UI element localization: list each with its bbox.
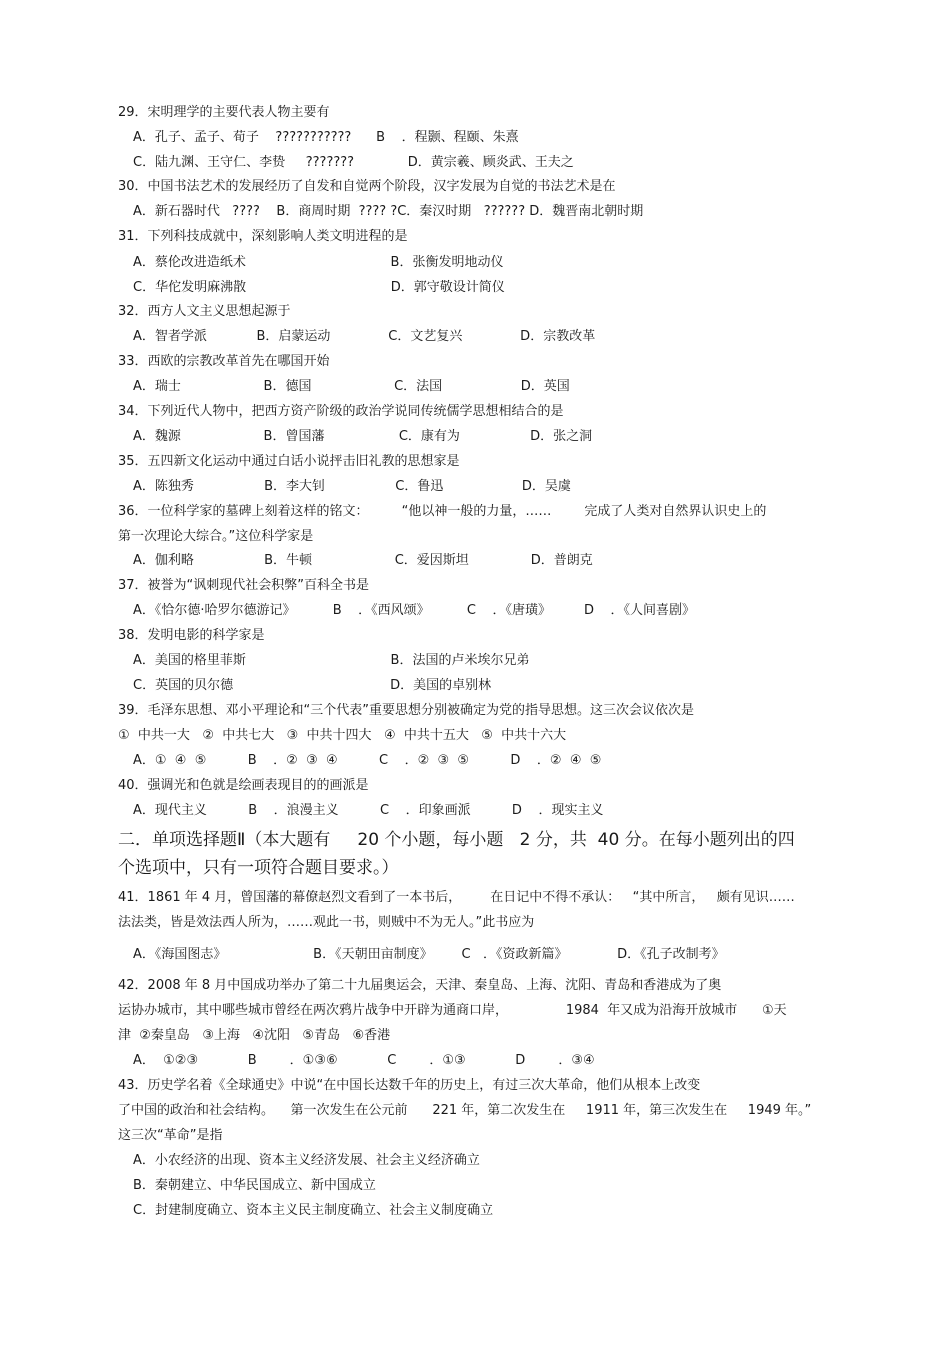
- question-41-cont: 法法类，皆是效法西人所为，……观此一书，则贼中不为无人。”此书应为: [118, 915, 535, 930]
- options-29-ab: A．孔子、孟子、荀子 ??????????? B ．程颢、程颐、朱熹: [133, 130, 519, 145]
- options-42: A． ①②③ B ．①③⑥ C ．①③ D ．③④: [133, 1053, 595, 1068]
- option-43-c: C．封建制度确立、资本主义民主制度确立、社会主义制度确立: [133, 1203, 494, 1218]
- question-43: 43．历史学名着《全球通史》中说“在中国长达数千年的历史上，有过三次大革命，他们从根本上改变: [118, 1078, 701, 1093]
- question-37: 37．被誉为“讽刺现代社会积弊”百科全书是: [118, 578, 370, 593]
- options-35: A．陈独秀 B．李大钊 C．鲁迅 D．吴虞: [133, 479, 571, 494]
- question-40: 40．强调光和色就是绘画表现目的的画派是: [118, 778, 369, 793]
- question-39-items: ① 中共一大 ② 中共七大 ③ 中共十四大 ④ 中共十五大 ⑤ 中共十六大: [118, 728, 567, 743]
- options-38-cd: C．英国的贝尔德 D．美国的卓别林: [133, 678, 492, 693]
- options-31-cd: C．华佗发明麻沸散 D．郭守敬设计简仪: [133, 280, 505, 295]
- question-36: 36．一位科学家的墓碑上刻着这样的铭文： “他以神一般的力量，…… 完成了人类对自然界认识史上的: [118, 504, 767, 519]
- question-43-cont: 了中国的政治和社会结构。 第一次发生在公元前 221 年，第二次发生在 1911 年，第三次发生在 1949 年。”: [118, 1103, 812, 1118]
- options-31-ab: A．蔡伦改进造纸术 B．张衡发明地动仪: [133, 255, 504, 270]
- question-29: 29．宋明理学的主要代表人物主要有: [118, 105, 330, 120]
- question-41: 41．1861 年 4 月，曾国藩的幕僚赵烈文看到了一本书后， 在日记中不得不承认： “其中所言， 颇有见识……: [118, 890, 795, 905]
- section-heading: 二．单项选择题Ⅱ（本大题有 20 个小题，每小题 2 分，共 40 分。在每小题列出的四: [118, 830, 795, 850]
- option-43-b: B．秦朝建立、中华民国成立、新中国成立: [133, 1178, 376, 1193]
- options-37: A．《恰尔德·哈罗尔德游记》 B ．《西风颂》 C ．《唐璜》 D ．《人间喜剧》: [133, 603, 696, 618]
- options-40: A．现代主义 B ．浪漫主义 C ．印象画派 D ．现实主义: [133, 803, 604, 818]
- options-33: A．瑞士 B．德国 C．法国 D．英国: [133, 379, 570, 394]
- options-36: A．伽利略 B．牛顿 C．爱因斯坦 D．普朗克: [133, 553, 593, 568]
- option-43-a: A．小农经济的出现、资本主义经济发展、社会主义经济确立: [133, 1153, 480, 1168]
- question-31: 31．下列科技成就中，深刻影响人类文明进程的是: [118, 229, 408, 244]
- question-38: 38．发明电影的科学家是: [118, 628, 265, 643]
- question-43-cont2: 这三次“革命”是指: [118, 1128, 223, 1143]
- question-39: 39．毛泽东思想、邓小平理论和“三个代表”重要思想分别被确定为党的指导思想。这三次会议依次是: [118, 703, 695, 718]
- options-38-ab: A．美国的格里菲斯 B．法国的卢米埃尔兄弟: [133, 653, 530, 668]
- question-42-items: 津 ②秦皇岛 ③上海 ④沈阳 ⑤青岛 ⑥香港: [118, 1028, 391, 1043]
- question-42: 42．2008 年 8 月中国成功举办了第二十九届奥运会，天津、秦皇岛、上海、沈阳、青岛和香港成为了奥: [118, 978, 722, 993]
- question-32: 32．西方人文主义思想起源于: [118, 304, 291, 319]
- question-35: 35．五四新文化运动中通过白话小说抨击旧礼教的思想家是: [118, 454, 460, 469]
- question-33: 33．西欧的宗教改革首先在哪国开始: [118, 354, 330, 369]
- options-34: A．魏源 B．曾国藩 C．康有为 D．张之洞: [133, 429, 593, 444]
- question-42-cont: 运协办城市，其中哪些城市曾经在两次鸦片战争中开辟为通商口岸， 1984 年又成为沿海开放城市 ①天: [118, 1003, 787, 1018]
- section-heading-cont: 个选项中，只有一项符合题目要求。）: [118, 858, 399, 878]
- question-30: 30．中国书法艺术的发展经历了自发和自觉两个阶段，汉字发展为自觉的书法艺术是在: [118, 179, 616, 194]
- options-39: A．① ④ ⑤ B ．② ③ ④ C ．② ③ ⑤ D ．② ④ ⑤: [133, 753, 602, 768]
- options-32: A．智者学派 B．启蒙运动 C．文艺复兴 D．宗教改革: [133, 329, 596, 344]
- question-36-cont: 第一次理论大综合。”这位科学家是: [118, 529, 314, 544]
- options-30: A．新石器时代 ???? B．商周时期 ???? ?C．秦汉时期 ?????? D．魏晋南北朝时期: [133, 204, 644, 219]
- options-29-cd: C．陆九渊、王守仁、李贽 ??????? D．黄宗羲、顾炎武、王夫之: [133, 155, 574, 170]
- options-41: A．《海国图志》 B．《天朝田亩制度》 C ．《资政新篇》 D．《孔子改制考》: [133, 947, 725, 962]
- question-34: 34．下列近代人物中，把西方资产阶级的政治学说同传统儒学思想相结合的是: [118, 404, 564, 419]
